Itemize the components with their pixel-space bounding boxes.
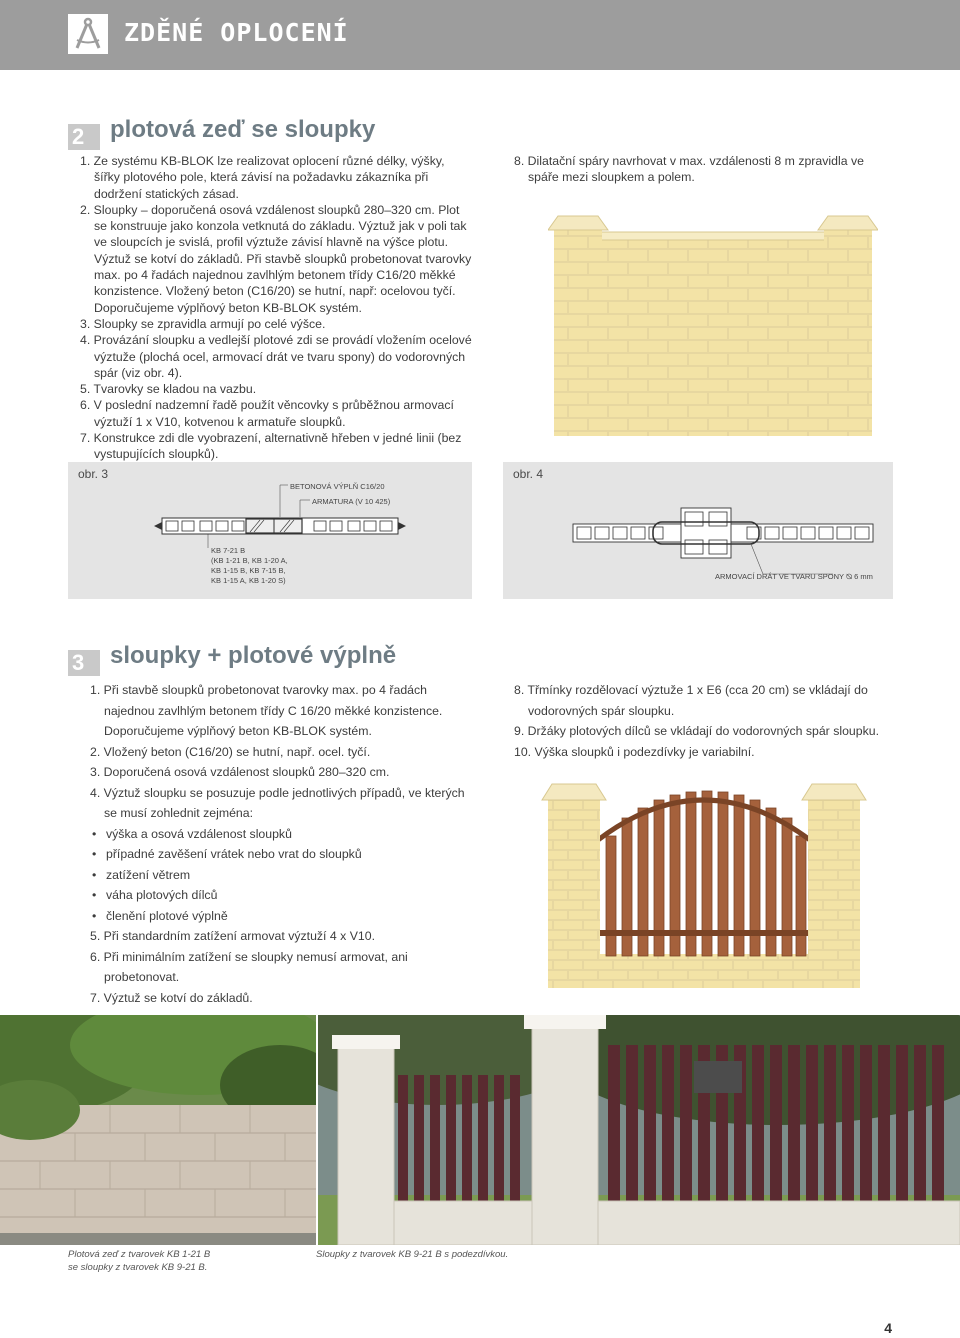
figure-3-drawing [68, 462, 472, 599]
list-item: 1. Při stavbě sloupků probetonovat tvarovky max. po 4 řadách najednou zavlhlým betonem třídy C 16/20 měkké konzistence. Doporučujeme výplňový beton KB-BLOK systém. [90, 683, 443, 738]
list-item: 2. Vložený beton (C16/20) se hutní, např. ocel. tyčí. [90, 744, 371, 759]
section-number: 3 [72, 650, 85, 675]
list-item: 6. Při minimálním zatížení se sloupky nemusí armovat, ani probetonovat. [90, 949, 408, 984]
annotation-fill: BETONOVÁ VÝPLŇ C16/20 [290, 482, 385, 491]
list-item: 3. Sloupky se zpravidla armují po celé výšce. [80, 316, 326, 331]
list-item: 7. Výztuž se kotví do základů. [90, 990, 253, 1005]
list-item: 9. Držáky plotových dílců se vkládají do vodorovných spár sloupku. [514, 724, 879, 738]
list-item: 3. Doporučená osová vzdálenost sloupků 280–320 cm. [90, 765, 390, 779]
section-3-text [90, 680, 470, 1008]
list-item: 5. Tvarovky se kladou na vazbu. [80, 382, 257, 397]
fence-pillars-illustration [538, 770, 868, 990]
list-item: 4. Provázání sloupku a vedlejší plotové zdi se provádí vložením ocelové výztuže (plochá ocel, armovací drát ve tvaru spony) do vodorovných spár (viz obr. 4). [80, 333, 472, 380]
list-item: 5. Při standardním zatížení armovat výztuží 4 x V10. [90, 929, 376, 943]
annotation-rebar: ARMATURA (V 10 425) [312, 497, 391, 506]
bullet-item: • zatížení větrem [90, 865, 470, 886]
figure-4-drawing [503, 462, 893, 599]
list-item: 7. Konstrukce zdi dle vyobrazení, alternativně hřeben v jedné linii (bez vystupujících sloupků). [80, 431, 462, 462]
annotation-wire: ARMOVACÍ DRÁT VE TVARU SPONY ⦰ 6 mm [715, 572, 873, 581]
section-3-right-text [514, 680, 898, 762]
section-2-text [80, 153, 472, 463]
page-number: 4 [884, 1320, 892, 1336]
annotation-line: KB 7-21 B [211, 546, 246, 555]
caption-line: se sloupky z tvarovek KB 9-21 B. [68, 1262, 208, 1273]
bullet-item: • případné zavěšení vrátek nebo vrat do sloupků [90, 844, 470, 865]
compass-icon [68, 14, 108, 54]
section-number: 2 [72, 124, 85, 149]
list-item: 10. Výška sloupků i podezdívky je variabilní. [514, 744, 755, 759]
figure-label: obr. 3 [78, 467, 109, 481]
photo-fence-pillars [318, 1015, 960, 1245]
section-title: sloupky + plotové výplně [110, 642, 397, 669]
photo-caption-left [68, 1248, 210, 1274]
list-item: 1. Ze systému KB-BLOK lze realizovat oplocení různé délky, výšky, šířky plotového pole, která závisí na požadavku zákazníka při dodržení statických zásad. [80, 154, 445, 201]
page-header [0, 0, 960, 70]
page-title: ZDĚNÉ OPLOCENÍ [124, 18, 349, 47]
caption-line: Plotová zeď z tvarovek KB 1-21 B [68, 1249, 211, 1260]
list-item: 4. Výztuž sloupku se posuzuje podle jednotlivých případů, ve kterých se musí zohlednit zejména: [90, 785, 465, 820]
list-item: 2. Sloupky – doporučená osová vzdálenost sloupků 280–320 cm. Plot se konstruuje jako konzola vetknutá do základu. Výztuž jak v poli tak ve sloupcích je svislá, profil výztuže závisí hlavně na výšce plotu. Výztuž se kotví do základů. Při stavbě sloupků probetonovat tvarovky max. po 4 řadách najednou zavlhlým betonem třídy C16/20 měkké konzistence. Vložený beton (C16/20) se hutní, např: ocelovou tyčí. Doporučujeme výplňový beton KB-BLOK systém. [80, 202, 472, 315]
section-2-right-text [514, 153, 898, 186]
bullet-item: • výška a osová vzdálenost sloupků [90, 824, 470, 845]
figure-4 [503, 462, 893, 599]
list-item: 8. Dilatační spáry navrhovat v max. vzdálenosti 8 m zpravidla ve spáře mezi sloupkem a polem. [514, 154, 864, 185]
figure-label: obr. 4 [513, 467, 544, 481]
annotation-line: (KB 1-21 B, KB 1-20 A, [211, 556, 288, 565]
figure-3 [68, 462, 472, 599]
photo-caption-right: Sloupky z tvarovek KB 9-21 B s podezdívkou. [316, 1249, 509, 1260]
section-title: plotová zeď se sloupky [110, 116, 376, 143]
brick-wall-illustration [548, 210, 878, 440]
list-item: 6. V poslední nadzemní řadě použít věncovky s průběžnou armovací výztuží 1 x V10, kotvenou k armatuře sloupků. [80, 398, 454, 429]
bullet-item: • členění plotové výplně [90, 906, 470, 927]
bullet-item: • váha plotových dílců [90, 885, 470, 906]
photo-garden-wall [0, 1015, 316, 1245]
annotation-line: KB 1-15 A, KB 1-20 S) [211, 576, 286, 585]
annotation-line: KB 1-15 B, KB 7-15 B, [211, 566, 286, 575]
list-item: 8. Třmínky rozdělovací výztuže 1 x E6 (cca 20 cm) se vkládají do vodorovných spár sloupku. [514, 683, 868, 718]
